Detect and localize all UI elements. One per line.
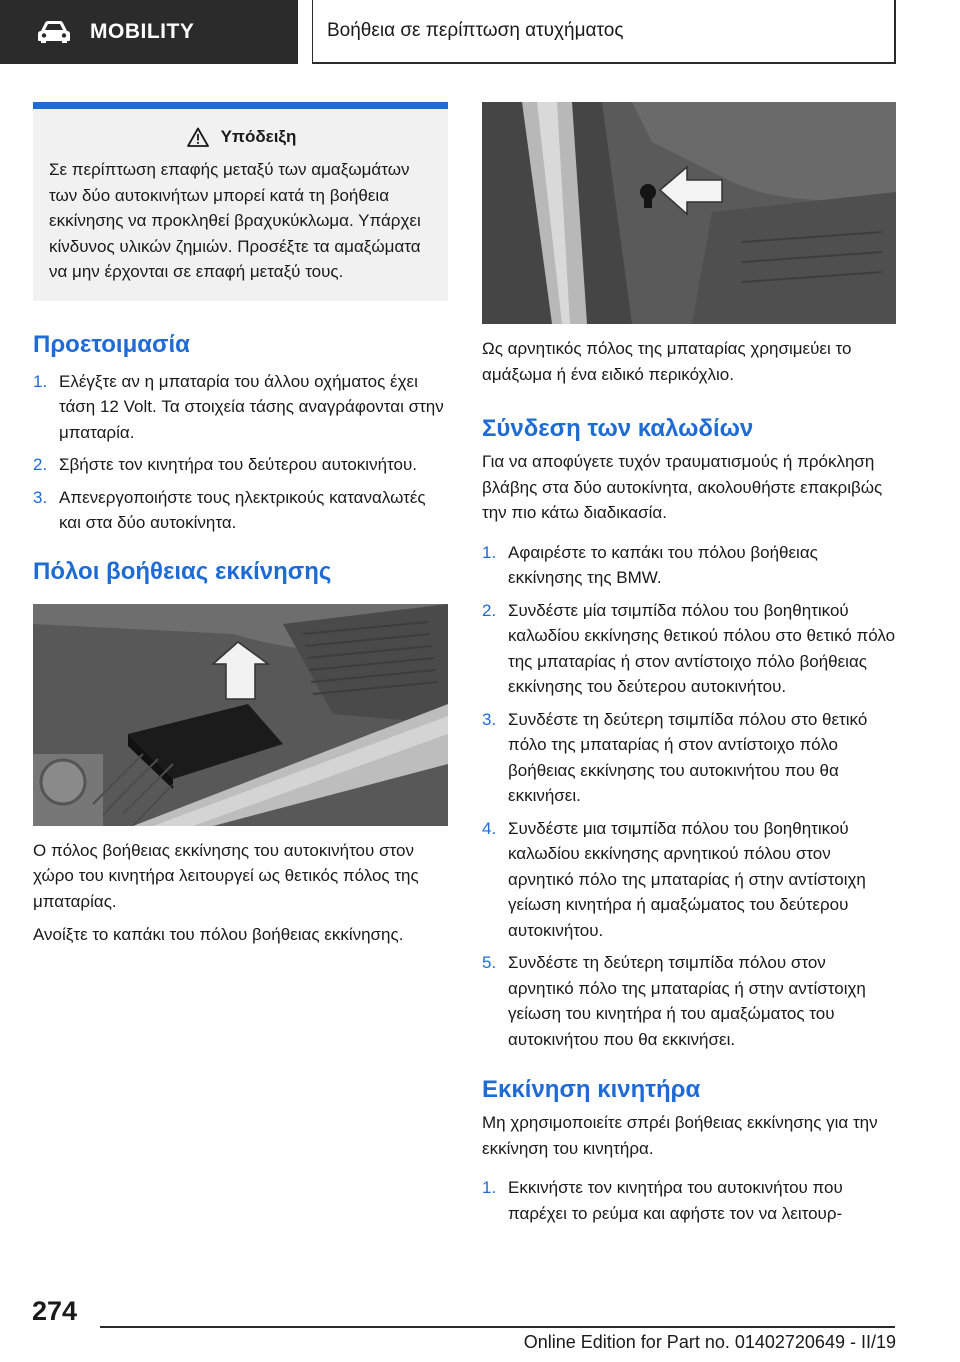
header-section-tab[interactable] xyxy=(0,0,298,64)
step-text: Απενεργοποιήστε τους ηλεκτρικούς καταναλωτές και στα δύο αυτοκίνητα. xyxy=(59,487,426,532)
step-text: Συνδέστε τη δεύτερη τσιμπίδα πόλου στον αρνητικό πόλο της μπαταρίας ή στην αντίστοιχη γείωση του κινητήρα ή του αμαξώματος του αυτοκινήτου που θα εκκινήσει. xyxy=(508,953,866,1049)
start-heading: Εκκίνηση κινητήρα xyxy=(482,1076,701,1103)
list-item xyxy=(33,452,448,478)
list-item xyxy=(482,540,896,591)
list-item xyxy=(482,950,896,1052)
list-item xyxy=(33,485,448,536)
engine-bay-positive-pole-photo xyxy=(33,604,448,826)
car-icon xyxy=(36,20,72,44)
step-number: 2. xyxy=(33,455,48,474)
page-number: 274 xyxy=(32,1296,78,1326)
warning-icon xyxy=(187,127,209,147)
step-number: 1. xyxy=(482,1178,497,1197)
step-number: 2. xyxy=(482,600,497,620)
start-intro: Μη χρησιμοποιείτε σπρέι βοήθειας εκκίνησης για την εκκίνηση του κινητήρα. xyxy=(482,1113,878,1158)
preparation-steps xyxy=(33,369,448,536)
footer-divider xyxy=(100,1326,895,1328)
engine-bay-negative-pole-photo xyxy=(482,102,896,324)
step-number: 1. xyxy=(33,371,48,391)
step-text: Συνδέστε τη δεύτερη τσιμπίδα πόλου στο θετικό πόλο της μπαταρίας ή στον αντίστοιχο πόλο βοήθειας εκκίνησης του αυτοκινήτου που θα εκκινήσει. xyxy=(508,709,868,805)
step-number: 1. xyxy=(482,542,497,562)
step-number: 3. xyxy=(33,487,48,507)
right-column xyxy=(482,102,896,1233)
warning-title: Υπόδειξη xyxy=(220,127,297,146)
left-column xyxy=(33,102,448,956)
step-text: Συνδέστε μια τσιμπίδα πόλου του βοηθητικού καλωδίου εκκίνησης αρνητικού πόλου στον αρνητικό πόλο της μπαταρίας ή στην αντίστοιχη γείωση κινητήρα ή αμαξώματος του δεύτερου αυτοκινήτου. xyxy=(508,818,866,940)
step-number: 5. xyxy=(482,953,497,972)
poles-heading: Πόλοι βοήθειας εκκίνησης xyxy=(33,557,332,585)
negative-pole-paragraph: Ως αρνητικός πόλος της μπαταρίας χρησιμεύει το αμάξωμα ή ένα ειδικό περικόχλιο. xyxy=(482,339,852,384)
poles-paragraph-1: Ο πόλος βοήθειας εκκίνησης του αυτοκινήτου στον χώρο του κινητήρα λειτουργεί ως θετικός πόλος της μπαταρίας. xyxy=(33,840,419,911)
list-item xyxy=(482,598,896,700)
step-number: 3. xyxy=(482,709,497,729)
list-item xyxy=(482,816,896,944)
warning-header xyxy=(49,127,434,147)
step-text: Συνδέστε μία τσιμπίδα πόλου του βοηθητικού καλωδίου εκκίνησης θετικού πόλου στο θετικό πόλο της μπαταρίας ή στον αντίστοιχο πόλο βοήθειας εκκίνησης του δεύτερου αυτοκινήτου. xyxy=(508,600,896,696)
step-number: 4. xyxy=(482,818,497,838)
footer-edition: Online Edition for Part no. 01402720649 - II/19 xyxy=(523,1332,896,1352)
header-section-label: MOBILITY xyxy=(90,20,195,43)
list-item xyxy=(482,1175,896,1226)
step-text: Σβήστε τον κινητήρα του δεύτερου αυτοκινήτου. xyxy=(59,455,417,474)
poles-paragraph-2: Ανοίξτε το καπάκι του πόλου βοήθειας εκκίνησης. xyxy=(33,925,404,944)
list-item xyxy=(33,369,448,446)
header-title: Βοήθεια σε περίπτωση ατυχήματος xyxy=(312,0,896,64)
list-item xyxy=(482,707,896,809)
preparation-heading: Προετοιμασία xyxy=(33,330,190,358)
connect-heading: Σύνδεση των καλωδίων xyxy=(482,415,754,442)
step-text: Ελέγξτε αν η μπαταρία του άλλου οχήματος έχει τάση 12 Volt. Τα στοιχεία τάσης αναγράφονται στην μπαταρία. xyxy=(59,371,444,442)
connect-intro: Για να αποφύγετε τυχόν τραυματισμούς ή πρόκληση βλάβης στα δύο αυτοκίνητα, ακολουθήστε επακριβώς την πιο κάτω διαδικασία. xyxy=(482,452,883,522)
warning-box xyxy=(33,102,448,301)
warning-text: Σε περίπτωση επαφής μεταξύ των αμαξωμάτων των δύο αυτοκινήτων μπορεί κατά τη βοήθεια εκκίνησης να προκληθεί βραχυκύκλωμα. Υπάρχει κίνδυνος υλικών ζημιών. Προσέξτε τα αμαξώματα να μην έρχονται σε επαφή μεταξύ τους. xyxy=(49,160,421,281)
start-steps xyxy=(482,1175,896,1226)
step-text: Αφαιρέστε το καπάκι του πόλου βοήθειας εκκίνησης της BMW. xyxy=(508,542,818,587)
connect-steps xyxy=(482,540,896,1053)
step-text: Εκκινήστε τον κινητήρα του αυτοκινήτου που παρέχει το ρεύμα και αφήστε τον να λειτουρ- xyxy=(508,1178,843,1223)
